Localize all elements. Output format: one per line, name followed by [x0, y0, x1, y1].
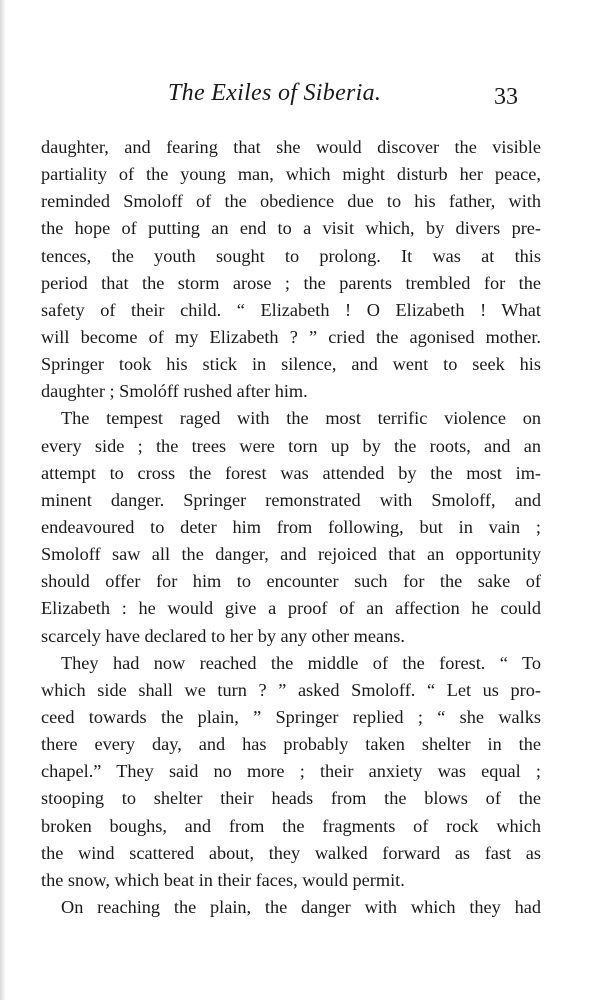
page-body	[41, 134, 541, 921]
running-header	[0, 80, 601, 114]
paragraph	[41, 405, 541, 649]
text-line: the snow, which beat in their faces, would permit.	[41, 869, 405, 890]
text-line: Smoloff saw all the danger, and rejoiced that an opportunity	[41, 544, 541, 565]
text-line: scarcely have declared to her by any other means.	[41, 625, 405, 646]
text-line: daughter, and fearing that she would discover the visible	[41, 137, 541, 157]
text-line: endeavoured to deter him from following, but in vain ;	[41, 516, 541, 537]
text-line: the hope of putting an end to a visit which, by divers pre-	[41, 218, 541, 239]
text-line: ceed towards the plain, ” Springer replied ; “ she walks	[41, 706, 541, 727]
text-line: should offer for him to encounter such for the sake of	[41, 571, 541, 592]
text-line: there every day, and has probably taken shelter in the	[41, 734, 541, 755]
text-line: On reaching the plain, the danger with which they had	[61, 896, 541, 917]
page-number: 33	[494, 84, 518, 110]
text-line: reminded Smoloff of the obedience due to his father, with	[41, 191, 541, 212]
text-line: safety of their child. “ Elizabeth ! O Elizabeth ! What	[41, 299, 541, 320]
text-line: daughter ; Smolóff rushed after him.	[41, 381, 308, 402]
paragraph	[41, 894, 541, 921]
text-line: will become of my Elizabeth ? ” cried the agonised mother.	[41, 326, 541, 347]
text-line: broken boughs, and from the fragments of rock which	[41, 815, 541, 836]
text-line: the wind scattered about, they walked forward as fast as	[41, 842, 541, 863]
paragraph	[41, 134, 541, 405]
running-title: The Exiles of Siberia.	[168, 80, 382, 106]
text-line: minent danger. Springer remonstrated with Smoloff, and	[41, 489, 541, 510]
text-line: The tempest raged with the most terrific violence on	[61, 408, 541, 429]
text-line: chapel.” They said no more ; their anxiety was equal ;	[41, 761, 541, 782]
text-line: attempt to cross the forest was attended by the most im-	[41, 462, 541, 483]
text-line: They had now reached the middle of the forest. “ To	[61, 652, 541, 673]
text-line: tences, the youth sought to prolong. It was at this	[41, 245, 541, 266]
paragraph	[41, 650, 541, 894]
text-line: which side shall we turn ? ” asked Smoloff. “ Let us pro-	[41, 679, 541, 700]
text-line: stooping to shelter their heads from the blows of the	[41, 788, 541, 809]
text-line: Springer took his stick in silence, and went to seek his	[41, 354, 541, 375]
text-line: every side ; the trees were torn up by the roots, and an	[41, 435, 541, 456]
text-line: partiality of the young man, which might disturb her peace,	[41, 164, 541, 185]
text-line: period that the storm arose ; the parents trembled for the	[41, 272, 541, 293]
page-edge-shadow	[0, 0, 6, 1000]
text-line: Elizabeth : he would give a proof of an affection he could	[41, 598, 541, 619]
